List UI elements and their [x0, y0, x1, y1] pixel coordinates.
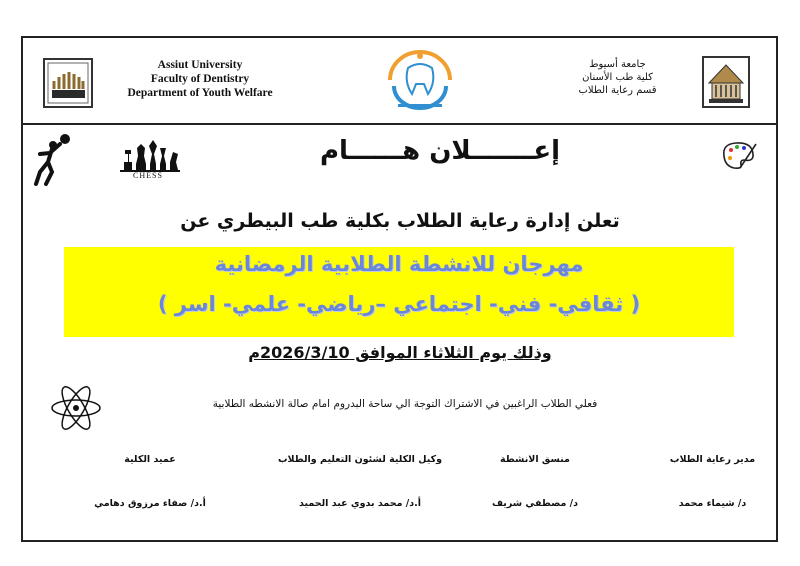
signature-name-youth-director: د/ شيماء محمد [678, 498, 747, 509]
assiut-university-logo [42, 57, 94, 109]
department-name-en: Department of Youth Welfare [127, 87, 273, 99]
art-palette-icon [718, 138, 758, 172]
faculty-name-ar: كلية طب الأسنان [582, 72, 653, 83]
signature-name-dean: أ.د/ صفاء مرزوق دهامي [94, 498, 206, 509]
invitation-text: فعلي الطلاب الراغبين في الاشتراك التوجة الي ساحة البدروم امام صالة الانشطه الطلابية [212, 398, 598, 410]
signature-name-coordinator: د/ مصطفي شريف [491, 498, 579, 509]
signature-title-coordinator: منسق الانشطة [500, 454, 570, 465]
chess-pieces-icon [118, 136, 182, 172]
building-logo [701, 55, 751, 109]
english-header [100, 58, 300, 100]
atom-icon [48, 386, 104, 430]
event-date: وذلك يوم الثلاثاء الموافق 2026/3/10م [248, 343, 552, 362]
signature-title-youth-director: مدير رعاية الطلاب [669, 454, 756, 465]
volleyball-player-icon [32, 132, 72, 187]
department-name-ar: قسم رعاية الطلاب [578, 85, 657, 96]
announcement-title: إعـــــــلان هــــــام [319, 136, 561, 166]
header-separator [23, 123, 776, 125]
signature-name-vice-dean: أ.د/ محمد بدوي عبد الحميد [299, 498, 421, 509]
chess-label: CHESS [133, 171, 163, 180]
faculty-name-en: Faculty of Dentistry [150, 73, 250, 85]
signature-title-dean: عميد الكلية [124, 454, 176, 465]
university-name-en: Assiut University [157, 59, 243, 71]
university-name-ar: جامعة أسيوط [589, 59, 646, 70]
signature-title-vice-dean: وكيل الكلية لشئون التعليم والطلاب [277, 454, 443, 465]
festival-name: مهرجان للانشطة الطلابية الرمضانية [214, 252, 584, 276]
festival-categories: ( ثقافي- فني- اجتماعي –رياضي- علمي- اسر ) [157, 292, 641, 316]
dentistry-faculty-logo [380, 48, 460, 112]
arabic-header [545, 58, 690, 97]
announcement-text: تعلن إدارة رعاية الطلاب بكلية طب البيطري عن [180, 210, 620, 232]
